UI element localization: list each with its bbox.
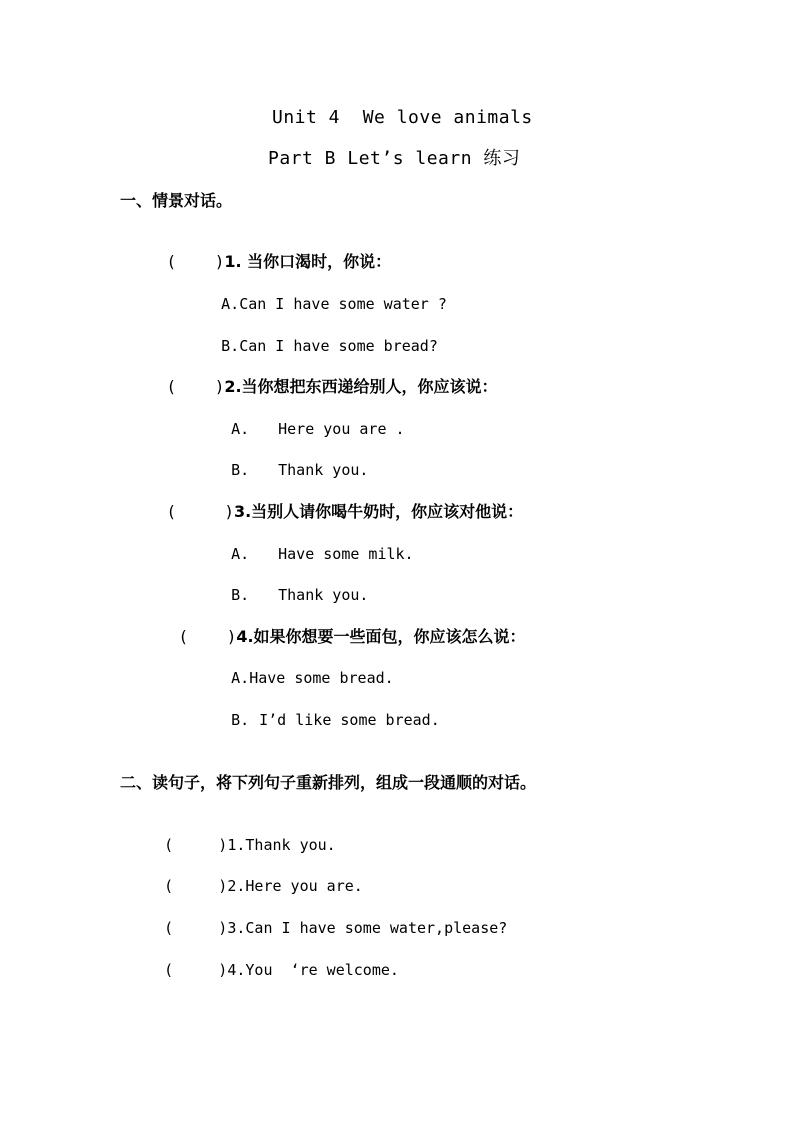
option-text: I’d like some bread. xyxy=(259,711,440,729)
page-title: Unit 4 We love animals xyxy=(272,107,533,128)
reorder-item-4 xyxy=(128,940,399,1000)
answer-blank[interactable]: ( ) xyxy=(166,252,225,271)
answer-blank[interactable]: ( ) xyxy=(178,627,237,646)
option-text: Can I have some water ? xyxy=(239,295,447,313)
option-letter: A. xyxy=(221,295,240,313)
question-stem: 3.当别人请你喝牛奶时，你应该对他说： xyxy=(233,502,524,521)
section-1-heading: 一、情景对话。 xyxy=(120,191,233,210)
option-text: Here you are . xyxy=(278,420,405,438)
sentence-text: 3.Can I have some water,please? xyxy=(227,919,508,937)
question-stem: 4.如果你想要一些面包，你应该怎么说： xyxy=(236,627,526,646)
sentence-text: 1.Thank you. xyxy=(227,836,336,854)
option-text: Have some bread. xyxy=(249,669,394,687)
option-letter: B. xyxy=(231,461,250,479)
option-letter: B. xyxy=(231,586,250,604)
option-letter: B. xyxy=(221,337,240,355)
question-stem: 1. 当你口渴时，你说： xyxy=(224,252,392,271)
option-text: Thank you. xyxy=(278,461,369,479)
option-text: Thank you. xyxy=(278,586,369,604)
question-4-option-b xyxy=(195,690,440,750)
option-text: Can I have some bread? xyxy=(239,337,438,355)
answer-blank[interactable]: ( ) xyxy=(164,877,228,895)
sentence-text: 4.You ‘re welcome. xyxy=(227,961,399,979)
option-letter: B. xyxy=(231,711,250,729)
answer-blank[interactable]: ( ) xyxy=(164,961,228,979)
page-subtitle: Part B Let’s learn 练习 xyxy=(268,148,521,169)
answer-blank[interactable]: ( ) xyxy=(166,377,225,396)
option-text: Have some milk. xyxy=(278,545,414,563)
option-letter: A. xyxy=(231,420,250,438)
option-letter: A. xyxy=(231,545,250,563)
answer-blank[interactable]: ( ) xyxy=(166,502,234,521)
section-2-heading: 二、读句子，将下列句子重新排列，组成一段通顺的对话。 xyxy=(120,773,537,792)
sentence-text: 2.Here you are. xyxy=(227,877,363,895)
answer-blank[interactable]: ( ) xyxy=(164,919,228,937)
question-stem: 2.当你想把东西递给别人，你应该说： xyxy=(224,377,498,396)
answer-blank[interactable]: ( ) xyxy=(164,836,228,854)
option-letter: A. xyxy=(231,669,250,687)
